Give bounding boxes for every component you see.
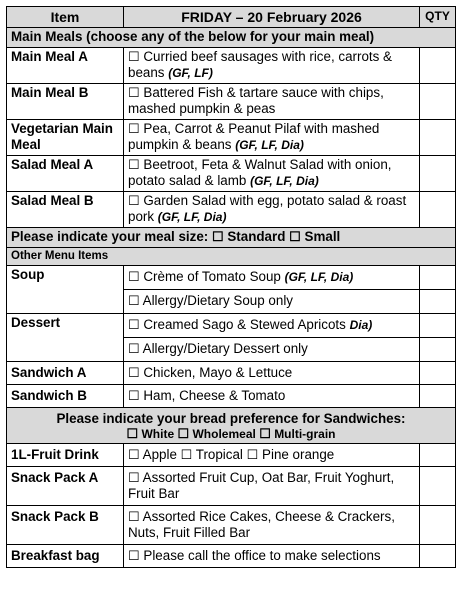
qty-cell[interactable] xyxy=(420,506,456,545)
dietary-tag: (GF, LF) xyxy=(168,66,213,80)
menu-row-main-meal-b xyxy=(7,84,456,120)
checkbox[interactable]: ☐ xyxy=(128,157,140,172)
item-option xyxy=(124,385,420,408)
item-name: 1L-Fruit Drink xyxy=(7,444,124,467)
checkbox-pine-orange[interactable]: ☐ xyxy=(246,447,259,462)
option-text: Ham, Cheese & Tomato xyxy=(143,388,286,403)
menu-row-main-meal-a xyxy=(7,48,456,84)
menu-row-sandwich-a xyxy=(7,362,456,385)
option-text: Garden Salad with egg, potato salad & roast pork xyxy=(128,193,407,224)
qty-cell[interactable] xyxy=(420,314,456,338)
checkbox[interactable]: ☐ xyxy=(128,509,140,524)
multigrain-label: Multi-grain xyxy=(274,427,336,441)
item-name: Breakfast bag xyxy=(7,545,124,568)
option-text: Creamed Sago & Stewed Apricots xyxy=(143,317,346,332)
menu-row-soup xyxy=(7,266,456,290)
checkbox[interactable]: ☐ xyxy=(128,365,140,380)
item-option xyxy=(124,120,420,156)
checkbox[interactable]: ☐ xyxy=(128,470,140,485)
meal-size-row xyxy=(7,228,456,248)
checkbox[interactable]: ☐ xyxy=(128,317,140,332)
option-text: Please call the office to make selections xyxy=(143,548,381,563)
header-qty: QTY xyxy=(420,7,456,28)
option-text: Crème of Tomato Soup xyxy=(143,269,281,284)
meal-size-prompt xyxy=(7,228,456,248)
menu-row-salad-meal-a xyxy=(7,156,456,192)
qty-cell[interactable] xyxy=(420,467,456,506)
qty-cell[interactable] xyxy=(420,338,456,362)
meal-size-label: Please indicate your meal size: xyxy=(11,229,209,244)
dietary-tag: (GF, LF, Dia) xyxy=(250,174,319,188)
option-text: Allergy/Dietary Dessert only xyxy=(142,341,308,356)
bread-prompt: Please indicate your bread preference for Sandwiches: xyxy=(56,411,406,426)
item-option xyxy=(124,266,420,290)
main-meals-heading: Main Meals (choose any of the below for your main meal) xyxy=(7,28,456,48)
qty-cell[interactable] xyxy=(420,48,456,84)
item-option xyxy=(124,290,420,314)
item-option xyxy=(124,48,420,84)
checkbox[interactable]: ☐ xyxy=(128,341,140,356)
item-option xyxy=(124,84,420,120)
checkbox[interactable]: ☐ xyxy=(128,49,140,64)
option-text: Pea, Carrot & Peanut Pilaf with mashed pumpkin & beans xyxy=(128,121,380,152)
qty-cell[interactable] xyxy=(420,156,456,192)
qty-cell[interactable] xyxy=(420,266,456,290)
checkbox-white[interactable]: ☐ xyxy=(126,426,139,441)
checkbox[interactable]: ☐ xyxy=(128,388,140,403)
apple-label: Apple xyxy=(142,447,177,462)
dietary-tag: (GF, LF, Dia) xyxy=(284,270,354,284)
checkbox-standard[interactable]: ☐ xyxy=(211,229,224,244)
menu-row-salad-meal-b xyxy=(7,192,456,228)
checkbox[interactable]: ☐ xyxy=(128,293,140,308)
option-text: Assorted Fruit Cup, Oat Bar, Fruit Yoghurt, Fruit Bar xyxy=(128,470,395,501)
item-name: Main Meal A xyxy=(7,48,124,84)
tropical-label: Tropical xyxy=(195,447,243,462)
option-text: Assorted Rice Cakes, Cheese & Crackers, Nuts, Fruit Filled Bar xyxy=(128,509,395,540)
checkbox[interactable]: ☐ xyxy=(128,548,140,563)
dietary-tag: (GF, LF, Dia) xyxy=(235,138,304,152)
bread-preference-row xyxy=(7,408,456,444)
menu-row-fruit-drink xyxy=(7,444,456,467)
item-option xyxy=(124,444,420,467)
item-name: Dessert xyxy=(7,314,124,362)
item-name: Main Meal B xyxy=(7,84,124,120)
item-option xyxy=(124,545,420,568)
section-main-meals xyxy=(7,28,456,48)
meal-order-form xyxy=(6,6,456,568)
item-option xyxy=(124,192,420,228)
checkbox-multigrain[interactable]: ☐ xyxy=(259,426,271,441)
qty-cell[interactable] xyxy=(420,192,456,228)
item-name: Snack Pack B xyxy=(7,506,124,545)
item-option xyxy=(124,314,420,338)
menu-row-dessert xyxy=(7,314,456,338)
option-text: Beetroot, Feta & Walnut Salad with onion, potato salad & lamb xyxy=(128,157,392,188)
checkbox[interactable]: ☐ xyxy=(128,193,140,208)
menu-row-vegetarian xyxy=(7,120,456,156)
item-option xyxy=(124,506,420,545)
bread-options xyxy=(11,427,451,441)
header-row xyxy=(7,7,456,28)
header-date: FRIDAY – 20 February 2026 xyxy=(124,7,420,28)
item-name: Vegetarian Main Meal xyxy=(7,120,124,156)
checkbox-small[interactable]: ☐ xyxy=(289,229,301,244)
menu-row-breakfast xyxy=(7,545,456,568)
menu-table xyxy=(6,6,456,568)
header-item: Item xyxy=(7,7,124,28)
item-name: Soup xyxy=(7,266,124,314)
small-label: Small xyxy=(304,229,341,244)
item-option xyxy=(124,156,420,192)
option-text: Battered Fish & tartare sauce with chips, mashed pumpkin & peas xyxy=(128,85,384,116)
checkbox-apple[interactable]: ☐ xyxy=(128,447,140,462)
qty-cell[interactable] xyxy=(420,84,456,120)
item-name: Sandwich B xyxy=(7,385,124,408)
item-name: Snack Pack A xyxy=(7,467,124,506)
option-text: Allergy/Dietary Soup only xyxy=(142,293,293,308)
qty-cell[interactable] xyxy=(420,362,456,385)
other-items-heading: Other Menu Items xyxy=(7,248,456,266)
item-name: Salad Meal B xyxy=(7,192,124,228)
menu-row-snack-pack-b xyxy=(7,506,456,545)
pine-orange-label: Pine orange xyxy=(262,447,335,462)
qty-cell[interactable] xyxy=(420,120,456,156)
standard-label: Standard xyxy=(227,229,286,244)
item-name: Sandwich A xyxy=(7,362,124,385)
checkbox[interactable]: ☐ xyxy=(128,269,140,284)
option-text: Curried beef sausages with rice, carrots & beans xyxy=(128,49,392,80)
checkbox[interactable]: ☐ xyxy=(128,121,140,136)
wholemeal-label: Wholemeal xyxy=(192,427,256,441)
item-option xyxy=(124,362,420,385)
menu-row-sandwich-b xyxy=(7,385,456,408)
dietary-tag: Dia) xyxy=(349,318,373,332)
qty-cell[interactable] xyxy=(420,385,456,408)
item-name: Salad Meal A xyxy=(7,156,124,192)
checkbox-wholemeal[interactable]: ☐ xyxy=(177,426,190,441)
checkbox[interactable]: ☐ xyxy=(128,85,140,100)
qty-cell[interactable] xyxy=(420,290,456,314)
qty-cell[interactable] xyxy=(420,444,456,467)
item-option xyxy=(124,467,420,506)
white-label: White xyxy=(141,427,175,441)
qty-cell[interactable] xyxy=(420,545,456,568)
dietary-tag: (GF, LF, Dia) xyxy=(157,210,227,224)
bread-preference xyxy=(7,408,456,444)
menu-row-snack-pack-a xyxy=(7,467,456,506)
checkbox-tropical[interactable]: ☐ xyxy=(180,447,193,462)
section-other-items xyxy=(7,248,456,266)
item-option xyxy=(124,338,420,362)
option-text: Chicken, Mayo & Lettuce xyxy=(143,365,293,380)
